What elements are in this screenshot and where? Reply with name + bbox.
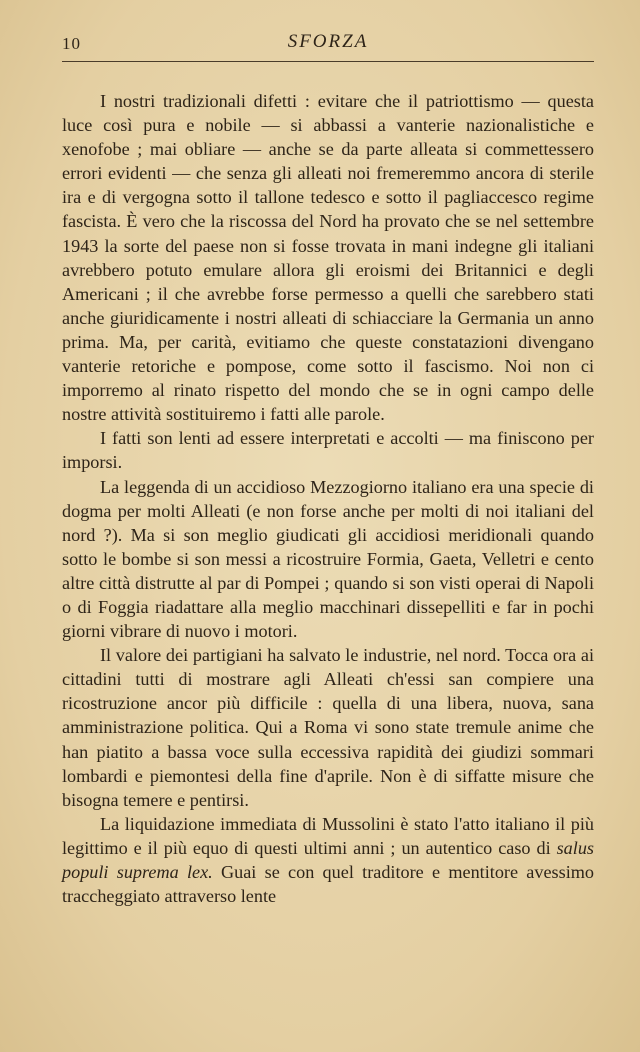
paragraph: La leggenda di un accidioso Mezzogiorno italiano era una specie di dogma per molti Alleati (e non forse anche per molti di noi italiani del nord ?). Ma si son meglio giudicati gli accidiosi meridionali quando sotto le bombe si son messi a ricostruire Formia, Gaeta, Velletri e cento altre città distrutte al par di Pompei ; quando si son visti operai di Napoli o di Foggia riadattare alla meglio macchinari dissepelliti e far in pochi giorni vibrare di nuovo i motori. <box>62 476 594 642</box>
header-rule <box>62 61 594 62</box>
running-title: SFORZA <box>287 31 369 52</box>
paragraph: Il valore dei partigiani ha salvato le industrie, nel nord. Tocca ora ai cittadini tutti di mostrare agli Alleati ch'essi san compiere una ricostruzione ancor più difficile : quella di una libera, nuova, sana amministrazione politica. Qui a Roma vi sono state tremule anime che han piatito a bassa voce sulla eccessiva rapidità dei giudizi sommari lombardi e piemontesi della fine d'aprile. Non è di siffatte misure che bisogna temere e pentirsi. <box>62 645 594 810</box>
paragraph: I nostri tradizionali difetti : evitare che il patriottismo — questa luce così pura e nobile — si abbassi a vanterie nazionalistiche e xenofobe ; mai obliare — anche se da parte alleata si commettessero errori evidenti — che senza gli alleati noi fremeremmo ancora di sterile ira e di vergogna sotto il tallone tedesco e sotto il pagliaccesco regime fascista. È vero che la riscossa del Nord ha provato che se nel settembre 1943 la sorte del paese non si fosse trovata in mani indegne gli italiani avrebbero potuto emulare allora gli eroismi dei Britannici e degli Americani ; il che avrebbe forse permesso a quelli che sarebbero stati anche giuridicamente i nostri alleati di schiacciare la Germania un anno prima. Ma, per carità, evitiamo che queste constatazioni divengano vanterie retoriche e pompose, come sotto il fascismo. Noi non ci imporremo al rinato rispetto del mondo che se in ogni campo delle nostre attività sostituiremo i fatti alle parole. <box>62 91 594 425</box>
paragraph-text: Guai se con quel traditore e mentitore avessimo traccheggiato attraverso lente <box>62 862 594 907</box>
paragraph-text: La liquidazione immediata di Mussolini è stato l'atto italiano il più legittimo e il più equo di questi ultimi anni ; un autentico caso di <box>62 813 594 858</box>
book-page <box>62 30 594 907</box>
paragraph: I fatti son lenti ad essere interpretati e accolti — ma finiscono per imporsi. <box>62 428 594 473</box>
page-number: 10 <box>62 34 81 53</box>
paragraph <box>62 812 594 908</box>
page-header <box>62 30 594 58</box>
latin-phrase: salus populi suprema lex. <box>62 837 594 882</box>
body-text <box>62 89 594 908</box>
